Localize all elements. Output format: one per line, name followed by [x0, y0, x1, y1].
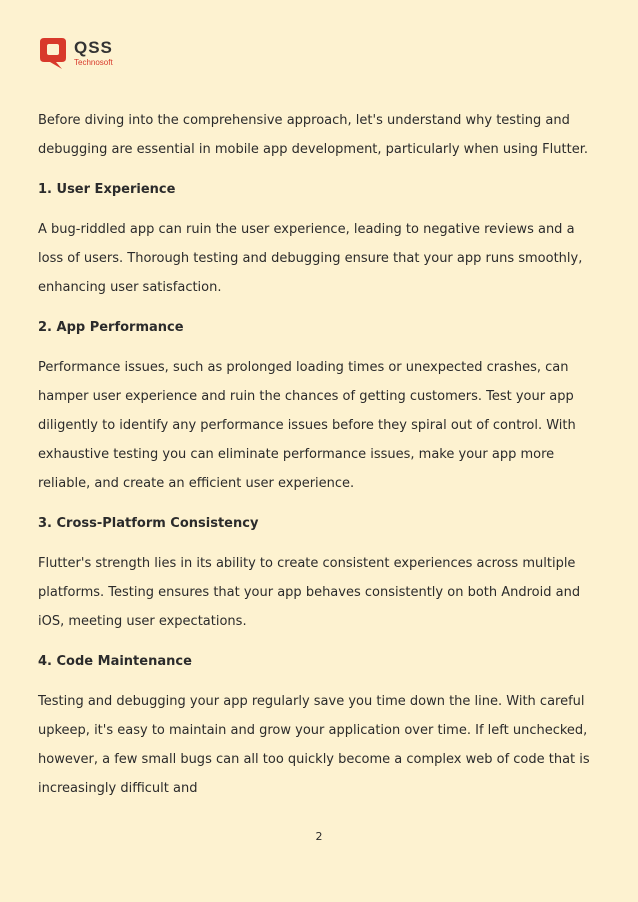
- document-body: [38, 106, 603, 803]
- section-heading-user-experience: 1. User Experience: [38, 182, 176, 197]
- intro-paragraph: Before diving into the comprehensive approach, let's understand why testing and debugging are essential in mobile app development, particularly when using Flutter.: [38, 113, 588, 157]
- section-heading-app-performance: 2. App Performance: [38, 320, 184, 335]
- company-logo: [38, 36, 113, 70]
- section-body-cross-platform: Flutter's strength lies in its ability to create consistent experiences across multiple platforms. Testing ensures that your app behaves consistently on both Android and iOS, meeting user expectations.: [38, 556, 581, 629]
- section-body-user-experience: A bug-riddled app can ruin the user experience, leading to negative reviews and a loss of users. Thorough testing and debugging ensure that your app runs smoothly, enhancing user satisfaction.: [38, 222, 583, 295]
- section-body-app-performance: Performance issues, such as prolonged loading times or unexpected crashes, can hamper user experience and ruin the chances of getting customers. Test your app diligently to identify any performance issues before they spiral out of control. With exhaustive testing you can eliminate performance issues, make your app more reliable, and create an efficient user experience.: [38, 360, 576, 491]
- section-body-code-maintenance: Testing and debugging your app regularly save you time down the line. With careful upkeep, it's easy to maintain and grow your application over time. If left unchecked, however, a few small bugs can all too quickly become a complex web of code that is increasingly difficult and: [38, 694, 590, 796]
- qss-logo-icon: [38, 36, 68, 70]
- section-heading-code-maintenance: 4. Code Maintenance: [38, 654, 192, 669]
- logo-brand-name: QSS: [74, 38, 113, 57]
- section-heading-cross-platform: 3. Cross-Platform Consistency: [38, 516, 259, 531]
- logo-subtitle: Technosoft: [74, 58, 113, 67]
- page-number: 2: [315, 830, 323, 843]
